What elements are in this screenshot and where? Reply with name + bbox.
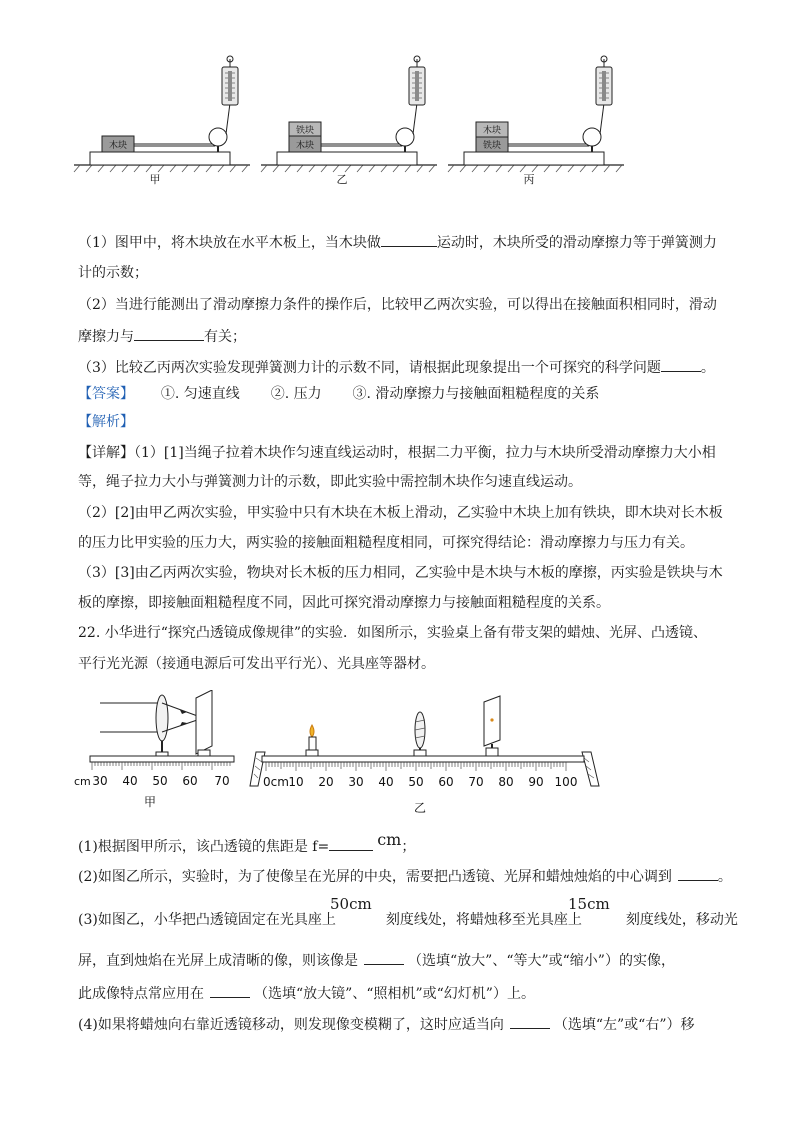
q21-part1-line1 [78,232,717,253]
q22-intro2: 平行光光源（接通电源后可发出平行光）、光具座等器材。 [78,656,435,672]
caption-fig2-jia: 甲 [143,795,157,809]
q22-s1unit: cm [377,830,402,849]
q22-s3e: （选填“放大”、“等大”或“缩小”）的实像， [408,953,675,969]
analysis-label: 【解析】 [78,414,134,430]
analysis-l4: 的压力比甲实验的压力大，两实验的接触面粗糙程度相同，可探究得结论：滑动摩擦力与压力有关。 [78,535,694,551]
q21-part2-line2 [78,326,246,347]
analysis-l3: （2）[2]由甲乙两次实验，甲实验中只有木块在木板上滑动，乙实验中木块上加有铁块，即木块对长木板 [78,505,723,521]
analysis-line-5 [78,563,723,583]
q22-value-50cm: 50cm [330,895,372,913]
ruler-b-tick-90: 90 [528,775,544,789]
analysis-line-6 [78,593,610,613]
q22-blank-5 [510,1014,550,1029]
q21-p1a: （1）图甲中，将木块放在水平木板上，当木块做 [78,235,381,251]
ruler-a-tick-60: 60 [182,774,198,788]
ruler-a-tick-40: 40 [122,774,138,788]
ruler-a-unit: cm [74,775,91,788]
optics-figure [70,690,610,820]
q22-s2end: 。 [717,869,732,885]
block-iron-3: 铁块 [482,141,502,151]
q22-s4 [78,1014,694,1035]
figure-jia-focal [74,690,234,809]
q22-s2a: (2)如图乙所示，实验时，为了使像呈在光屏的中央，需要把凸透镜、光屏和蜡烛烛焰的中心调到 [78,869,672,885]
friction-figure [60,55,660,190]
answer-1: ①. 匀速直线 [160,386,240,402]
analysis-l6: 板的摩擦，即接触面粗糙程度不同，因此可探究滑动摩擦力与接触面粗糙程度的关系。 [78,595,610,611]
analysis-label-row [78,412,134,432]
ruler-b-tick-20: 20 [318,775,334,789]
figure-yi-bench [250,696,599,815]
q21-p2a: （2）当进行能测出了滑动摩擦力条件的操作后，比较甲乙两次实验，可以得出在接触面积相同时，滑动 [78,297,717,313]
q21-part3 [78,357,715,378]
q21-p2c: 有关； [204,329,246,345]
q21-blank-1 [381,232,437,247]
q22-blank-1 [329,836,373,851]
block-wood-1: 木块 [108,141,128,151]
q21-p3end: 。 [700,360,715,376]
q21-blank-2 [134,326,204,341]
q22-s3f: 此成像特点常应用在 [78,986,204,1002]
ruler-b-tick-50: 50 [408,775,424,789]
q22-s3g: （选填“放大镜”、“照相机”或“幻灯机”）上。 [254,986,535,1002]
ruler-b-tick-30: 30 [348,775,364,789]
q21-p2b: 摩擦力与 [78,329,134,345]
q21-blank-3 [661,357,701,372]
block-wood-2: 木块 [295,141,315,151]
analysis-line-3 [78,503,723,523]
ruler-b-tick-40: 40 [378,775,394,789]
q21-p1b: 运动时，木块所受的滑动摩擦力等于弹簧测力 [436,235,717,251]
ruler-b-tick-0: 0cm [263,775,289,789]
q22-s3b: 刻度线处，将蜡烛移至光具座上 [385,912,582,928]
q21-p3: （3）比较乙丙两次实验发现弹簧测力计的示数不同，请根据此现象提出一个可探究的科学问题 [78,360,661,376]
caption-bing: 丙 [523,173,535,186]
caption-yi: 乙 [336,173,348,186]
ruler-b-tick-100: 100 [554,775,578,789]
q22-intro-1 [78,623,707,643]
q22-intro-2 [78,654,435,674]
ruler-a-tick-30: 30 [92,774,108,788]
analysis-line-2 [78,472,582,492]
panel-yi [261,56,437,186]
q21-p1c: 计的示数； [78,265,148,281]
ruler-b-tick-80: 80 [498,775,514,789]
answer-3: ③. 滑动摩擦力与接触面粗糙程度的关系 [352,386,600,402]
analysis-l1: （1）[1]当绳子拉着木块作匀速直线运动时，根据二力平衡，拉力与木块所受滑动摩擦力大小相 [134,445,716,461]
q22-blank-4 [210,983,250,998]
ruler-a-tick-70: 70 [214,774,230,788]
detail-label: 【详解】 [78,445,134,461]
q22-intro1: 22. 小华进行“探究凸透镜成像规律”的实验．如图所示，实验桌上备有带支架的蜡烛、光屏、凸透镜、 [78,625,708,641]
q22-s3-line2 [78,950,675,971]
q22-s4b: （选填“左”或“右”）移 [553,1017,695,1033]
ruler-b-tick-70: 70 [468,775,484,789]
ruler-a-tick-50: 50 [152,774,168,788]
analysis-line-4 [78,533,694,553]
q21-part1-line2 [78,263,148,283]
q22-s1a: (1)根据图甲所示，该凸透镜的焦距是 f= [78,839,330,855]
ruler-b-tick-60: 60 [438,775,454,789]
caption-fig2-yi: 乙 [413,801,427,815]
answer-label: 【答案】 [78,386,134,402]
block-iron-2: 铁块 [295,126,315,136]
analysis-l5: （3）[3]由乙丙两次实验，物块对长木板的压力相同，乙实验中是木块与木板的摩擦，丙实验是铁块与木 [78,565,723,581]
q22-s3c: 刻度线处，移动光 [625,912,738,928]
caption-jia: 甲 [149,173,161,186]
q22-s3d: 屏，直到烛焰在光屏上成清晰的像，则该像是 [78,953,358,969]
analysis-line-1 [78,443,716,463]
q22-s2 [78,866,732,887]
q22-blank-2 [678,866,718,881]
q22-s3-line3 [78,983,535,1004]
q22-s3-line1 [78,910,738,930]
panel-bing [448,56,624,186]
q22-s4a: (4)如果将蜡烛向右靠近透镜移动，则发现像变模糊了，这时应适当向 [78,1017,504,1033]
analysis-l2: 等，绳子拉力大小与弹簧测力计的示数，即此实验中需控制木块作匀速直线运动。 [78,474,582,490]
q22-s1 [78,830,416,857]
block-wood-3: 木块 [482,126,502,136]
q22-value-15cm: 15cm [568,895,610,913]
panel-jia [74,56,250,186]
answer-2: ②. 压力 [270,386,322,402]
ruler-b-tick-10: 10 [288,775,304,789]
q21-part2-line1 [78,295,717,315]
answer-row [78,384,599,404]
q22-blank-3 [364,950,404,965]
q22-s3a: (3)如图乙，小华把凸透镜固定在光具座上 [78,912,336,928]
q22-s1end: ； [401,839,416,855]
